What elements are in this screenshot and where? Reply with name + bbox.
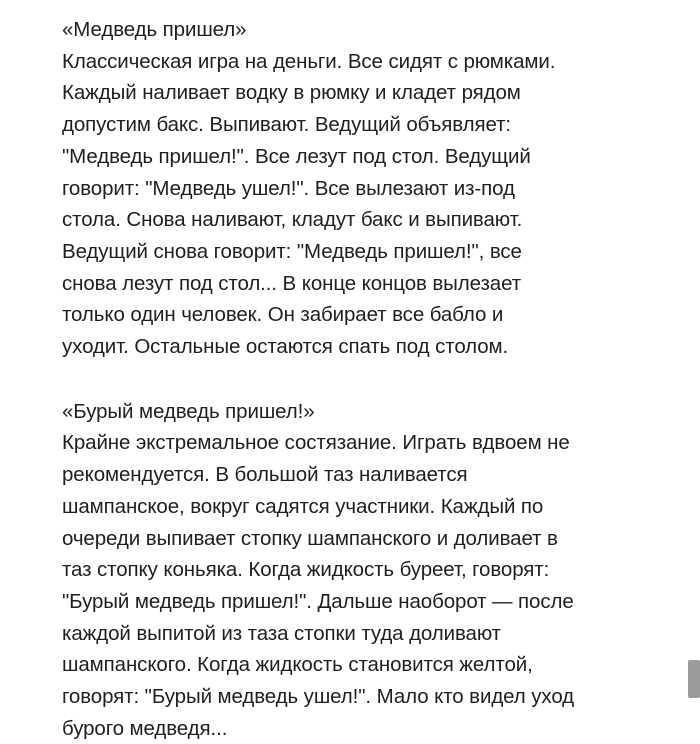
text-line: шампанское, вокруг садятся участники. Каждый по xyxy=(62,494,544,518)
text-line: рекомендуется. В большой таз наливается xyxy=(62,463,468,487)
text-line: говорит: "Медведь ушел!". Все вылезают из-под xyxy=(62,176,515,200)
document-body xyxy=(62,14,662,744)
section-title: «Бурый медведь пришел!» xyxy=(62,399,315,423)
text-line: очереди выпивает стопку шампанского и доливает в xyxy=(62,526,558,550)
text-line: бурого медведя... xyxy=(62,716,228,740)
text-line: допустим бакс. Выпивают. Ведущий объявляет: xyxy=(62,113,511,137)
text-line: говорят: "Бурый медведь ушел!". Мало кто видел уход xyxy=(62,685,575,709)
text-line: стола. Снова наливают, кладут бакс и выпивают. xyxy=(62,208,523,232)
text-line: каждой выпитой из таза стопки туда доливают xyxy=(62,621,501,645)
text-line: шампанского. Когда жидкость становится желтой, xyxy=(62,653,533,677)
section-medved-prishel xyxy=(62,14,662,363)
text-line: только один человек. Он забирает все бабло и xyxy=(62,303,504,327)
text-line: снова лезут под стол... В конце концов вылезает xyxy=(62,271,522,295)
section-buryi-medved-prishel xyxy=(62,396,662,744)
text-line: Ведущий снова говорит: "Медведь пришел!", все xyxy=(62,239,522,263)
text-line: Классическая игра на деньги. Все сидят с рюмками. xyxy=(62,49,556,73)
scrollbar-thumb[interactable] xyxy=(688,660,700,698)
text-line: таз стопку коньяка. Когда жидкость буреет, говорят: xyxy=(62,558,550,582)
section-title: «Медведь пришел» xyxy=(62,18,247,41)
text-line: Крайне экстремальное состязание. Играть вдвоем не xyxy=(62,431,570,455)
text-line: "Медведь пришел!". Все лезут под стол. Ведущий xyxy=(62,144,531,168)
text-line: Каждый наливает водку в рюмку и кладет рядом xyxy=(62,81,521,105)
text-line: "Бурый медведь пришел!". Дальше наоборот — после xyxy=(62,589,574,613)
text-line: уходит. Остальные остаются спать под столом. xyxy=(62,335,509,359)
